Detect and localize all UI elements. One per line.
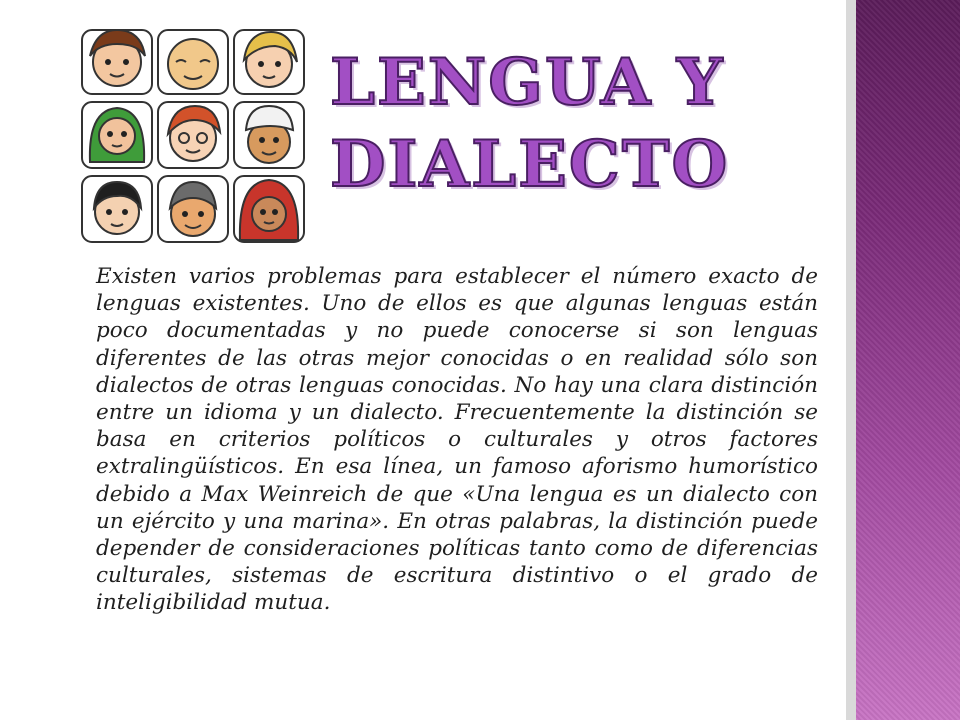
cartoon-faces-grid-icon: [70, 22, 310, 250]
face-turban: [234, 102, 304, 168]
face-red-hair: [158, 102, 228, 168]
face-blonde: [234, 30, 304, 94]
title-line-2: DIALECTO: [330, 127, 730, 202]
title-line-1: LENGUA Y: [330, 45, 725, 120]
face-dark-hair: [82, 176, 152, 242]
face-curly-hair: [82, 30, 152, 94]
slide-title: [330, 42, 729, 206]
body-paragraph: Existen varios problemas para establecer el número exacto de lenguas existentes. Uno de ellos es que algunas lenguas están poco documentadas y no puede conocerse si son lenguas diferentes de las otras mejor conocidas o en realidad sólo son dialectos de otras lenguas conocidas. No hay una clara distinción entre un idioma y un dialecto. Frecuentemente la distinción se basa en criterios políticos o culturales y otros factores extralingüísticos. En esa línea, un famoso aforismo humorístico debido a Max Weinreich de que «Una lengua es un dialecto con un ejército y una marina». En otras palabras, la distinción puede depender de consideraciones políticas tanto como de diferencias culturales, sistemas de escritura distintivo o el grado de inteligibilidad mutua.: [96, 264, 818, 616]
decorative-sidebar: [856, 0, 960, 720]
face-red-veil: [234, 176, 304, 242]
face-green-hood: [82, 102, 152, 168]
face-bald: [158, 30, 228, 94]
face-gray-hair: [158, 176, 228, 242]
sidebar-divider: [846, 0, 856, 720]
